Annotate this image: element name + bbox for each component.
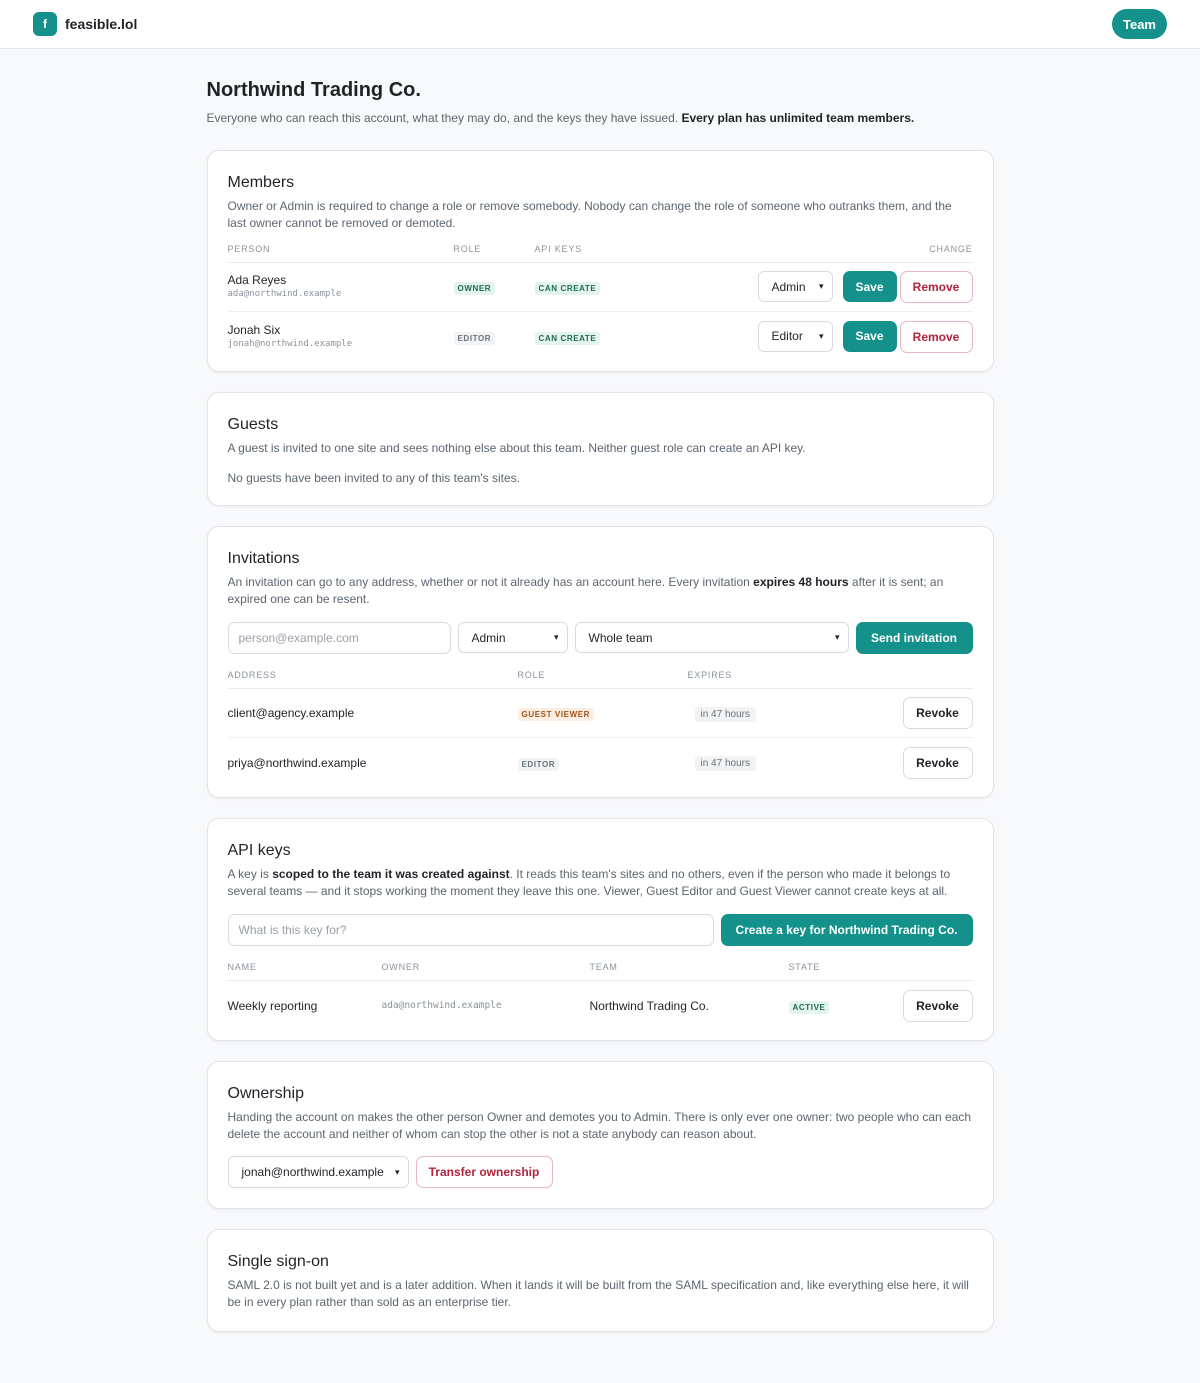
api-keys-badge: CAN CREATE: [535, 282, 601, 295]
brand-name: feasible.lol: [65, 16, 138, 32]
column-header-team: TEAM: [589, 962, 618, 972]
column-header-person: PERSON: [227, 244, 271, 254]
role-badge: EDITOR: [518, 758, 560, 771]
guests-card: [207, 392, 994, 506]
invitation-role-cell: [518, 755, 688, 771]
role-badge: GUEST VIEWER: [518, 708, 595, 721]
invitation-role-cell: [518, 705, 688, 721]
key-state-cell: [789, 998, 903, 1014]
invitations-table-header: [228, 670, 973, 689]
expires-badge: in 47 hours: [695, 756, 756, 771]
invitations-description: [228, 574, 973, 608]
brand[interactable]: [33, 12, 137, 36]
role-badge: OWNER: [454, 282, 496, 295]
role-select[interactable]: [758, 271, 833, 302]
invitations-table-body: [228, 689, 973, 787]
state-badge: ACTIVE: [789, 1001, 830, 1014]
invitations-title: Invitations: [227, 550, 300, 567]
api-keys-badge: CAN CREATE: [535, 332, 601, 345]
logo-icon: f: [33, 12, 57, 36]
invitation-row: [228, 689, 973, 738]
invite-form: [228, 622, 973, 654]
invitation-address: client@agency.example: [227, 706, 355, 720]
chevron-down-icon: ▾: [394, 1166, 400, 1177]
column-header-role: ROLE: [453, 244, 482, 254]
key-owner: ada@northwind.example: [381, 1000, 502, 1011]
key-name: Weekly reporting: [227, 998, 318, 1013]
key-team: Northwind Trading Co.: [589, 998, 709, 1013]
member-role-cell: [454, 279, 535, 295]
save-button[interactable]: Save: [843, 321, 897, 352]
chevron-down-icon: ▾: [818, 330, 824, 341]
members-card: [207, 150, 994, 372]
invitation-expires-cell: [688, 754, 903, 771]
page-subtitle-text: Everyone who can reach this account, what they may do, and the keys they have issued.: [206, 111, 679, 125]
invitation-expires-cell: [688, 705, 903, 722]
member-person: [228, 323, 454, 351]
page-title: Northwind Trading Co.: [206, 79, 421, 101]
api-keys-title: API keys: [227, 842, 291, 859]
api-keys-description: [228, 866, 973, 900]
column-header-api-keys: API KEYS: [534, 244, 582, 254]
column-header-name: NAME: [227, 962, 257, 972]
invitations-description-emphasis: expires 48 hours: [753, 575, 849, 589]
guests-description: A guest is invited to one site and sees nothing else about this team. Neither guest role can create an API key.: [227, 441, 806, 455]
invitations-card: [207, 526, 994, 798]
ownership-description: Handing the account on makes the other person Owner and demotes you to Admin. There is only ever one owner: two people who can each delete the account and neither of whom can stop the other is not a state anybody can reason about.: [227, 1110, 972, 1141]
member-name: Ada Reyes: [227, 273, 287, 287]
member-email: jonah@northwind.example: [227, 338, 353, 349]
chevron-down-icon: ▾: [834, 632, 840, 642]
member-role-cell: [454, 329, 535, 345]
chevron-down-icon: ▾: [553, 632, 559, 642]
create-key-button[interactable]: Create a key for Northwind Trading Co.: [721, 914, 973, 946]
members-table-header: [228, 244, 973, 263]
page-subtitle: [207, 110, 994, 126]
ownership-card: [207, 1061, 994, 1209]
column-header-address: ADDRESS: [227, 670, 277, 680]
save-button[interactable]: Save: [843, 271, 897, 302]
members-description: Owner or Admin is required to change a role or remove somebody. Nobody can change the role of someone who outranks them, and the last owner cannot be removed or demoted.: [227, 199, 952, 230]
api-keys-description-emphasis: scoped to the team it was created against: [272, 867, 510, 881]
api-keys-table-body: [228, 981, 973, 1030]
remove-button[interactable]: Remove: [900, 271, 973, 303]
api-key-row: [228, 981, 973, 1030]
member-person: [228, 273, 454, 301]
main-content: [207, 49, 994, 1332]
invite-scope-value: Whole team: [588, 630, 653, 645]
member-keys-cell: [535, 279, 735, 295]
new-owner-value: jonah@northwind.example: [241, 1165, 384, 1179]
api-keys-card: [207, 818, 994, 1041]
members-table-body: [228, 263, 973, 361]
team-button[interactable]: Team: [1112, 9, 1167, 39]
member-row: [228, 312, 973, 361]
role-select-value: Editor: [771, 329, 803, 343]
invite-role-value: Admin: [471, 630, 506, 645]
sso-title: Single sign-on: [227, 1253, 329, 1270]
revoke-button[interactable]: Revoke: [903, 747, 973, 779]
chevron-down-icon: ▾: [818, 281, 824, 291]
column-header-role: ROLE: [517, 670, 546, 680]
member-row: [228, 263, 973, 312]
guests-title: Guests: [227, 416, 279, 433]
role-select[interactable]: [758, 321, 833, 352]
page-subtitle-emphasis: Every plan has unlimited team members.: [681, 111, 915, 125]
member-actions: [735, 321, 973, 353]
key-name-input[interactable]: [228, 914, 714, 946]
column-header-state: STATE: [788, 962, 821, 972]
sso-card: [207, 1229, 994, 1332]
role-badge: EDITOR: [454, 332, 496, 345]
invite-email-input[interactable]: [228, 622, 451, 654]
invitations-description-b: after it is sent; an expired one can be resent.: [227, 575, 944, 606]
ownership-title: Ownership: [227, 1085, 304, 1102]
api-keys-description-a: A key is: [227, 867, 269, 881]
role-select-value: Admin: [771, 279, 806, 294]
api-keys-table-header: [228, 962, 973, 981]
expires-badge: in 47 hours: [695, 707, 756, 722]
member-actions: [735, 271, 973, 303]
top-bar: [0, 0, 1200, 49]
send-invitation-button[interactable]: Send invitation: [856, 622, 973, 654]
guests-empty-state: No guests have been invited to any of this team's sites.: [227, 471, 520, 485]
invitations-description-a: An invitation can go to any address, whether or not it already has an account here. Every invitation: [227, 575, 750, 589]
column-header-owner: OWNER: [381, 962, 420, 972]
member-email: ada@northwind.example: [227, 289, 342, 299]
invitation-row: [228, 738, 973, 787]
revoke-key-button[interactable]: Revoke: [903, 990, 973, 1022]
invite-role-select[interactable]: [458, 622, 568, 653]
member-name: Jonah Six: [227, 322, 281, 337]
sso-description: SAML 2.0 is not built yet and is a later addition. When it lands it will be built from the SAML specification and, like everything else here, it will be in every plan rather than sold as an enterprise tier.: [227, 1278, 969, 1309]
create-key-form: [228, 914, 973, 946]
invitation-address: priya@northwind.example: [227, 755, 367, 770]
column-header-expires: EXPIRES: [687, 670, 733, 680]
api-keys-description-b: . It reads this team's sites and no others, even if the person who made it belongs to several teams — and it stops working the moment they leave this one. Viewer, Guest Editor and Guest Viewer cannot create keys at all.: [227, 867, 951, 898]
invite-scope-select[interactable]: [575, 622, 849, 653]
members-title: Members: [227, 174, 295, 191]
transfer-form: [228, 1156, 973, 1188]
remove-button[interactable]: Remove: [900, 321, 973, 353]
transfer-ownership-button[interactable]: Transfer ownership: [416, 1156, 553, 1188]
member-keys-cell: [535, 329, 735, 345]
new-owner-select[interactable]: [228, 1156, 409, 1188]
column-header-change: CHANGE: [929, 244, 973, 254]
revoke-button[interactable]: Revoke: [903, 697, 973, 729]
